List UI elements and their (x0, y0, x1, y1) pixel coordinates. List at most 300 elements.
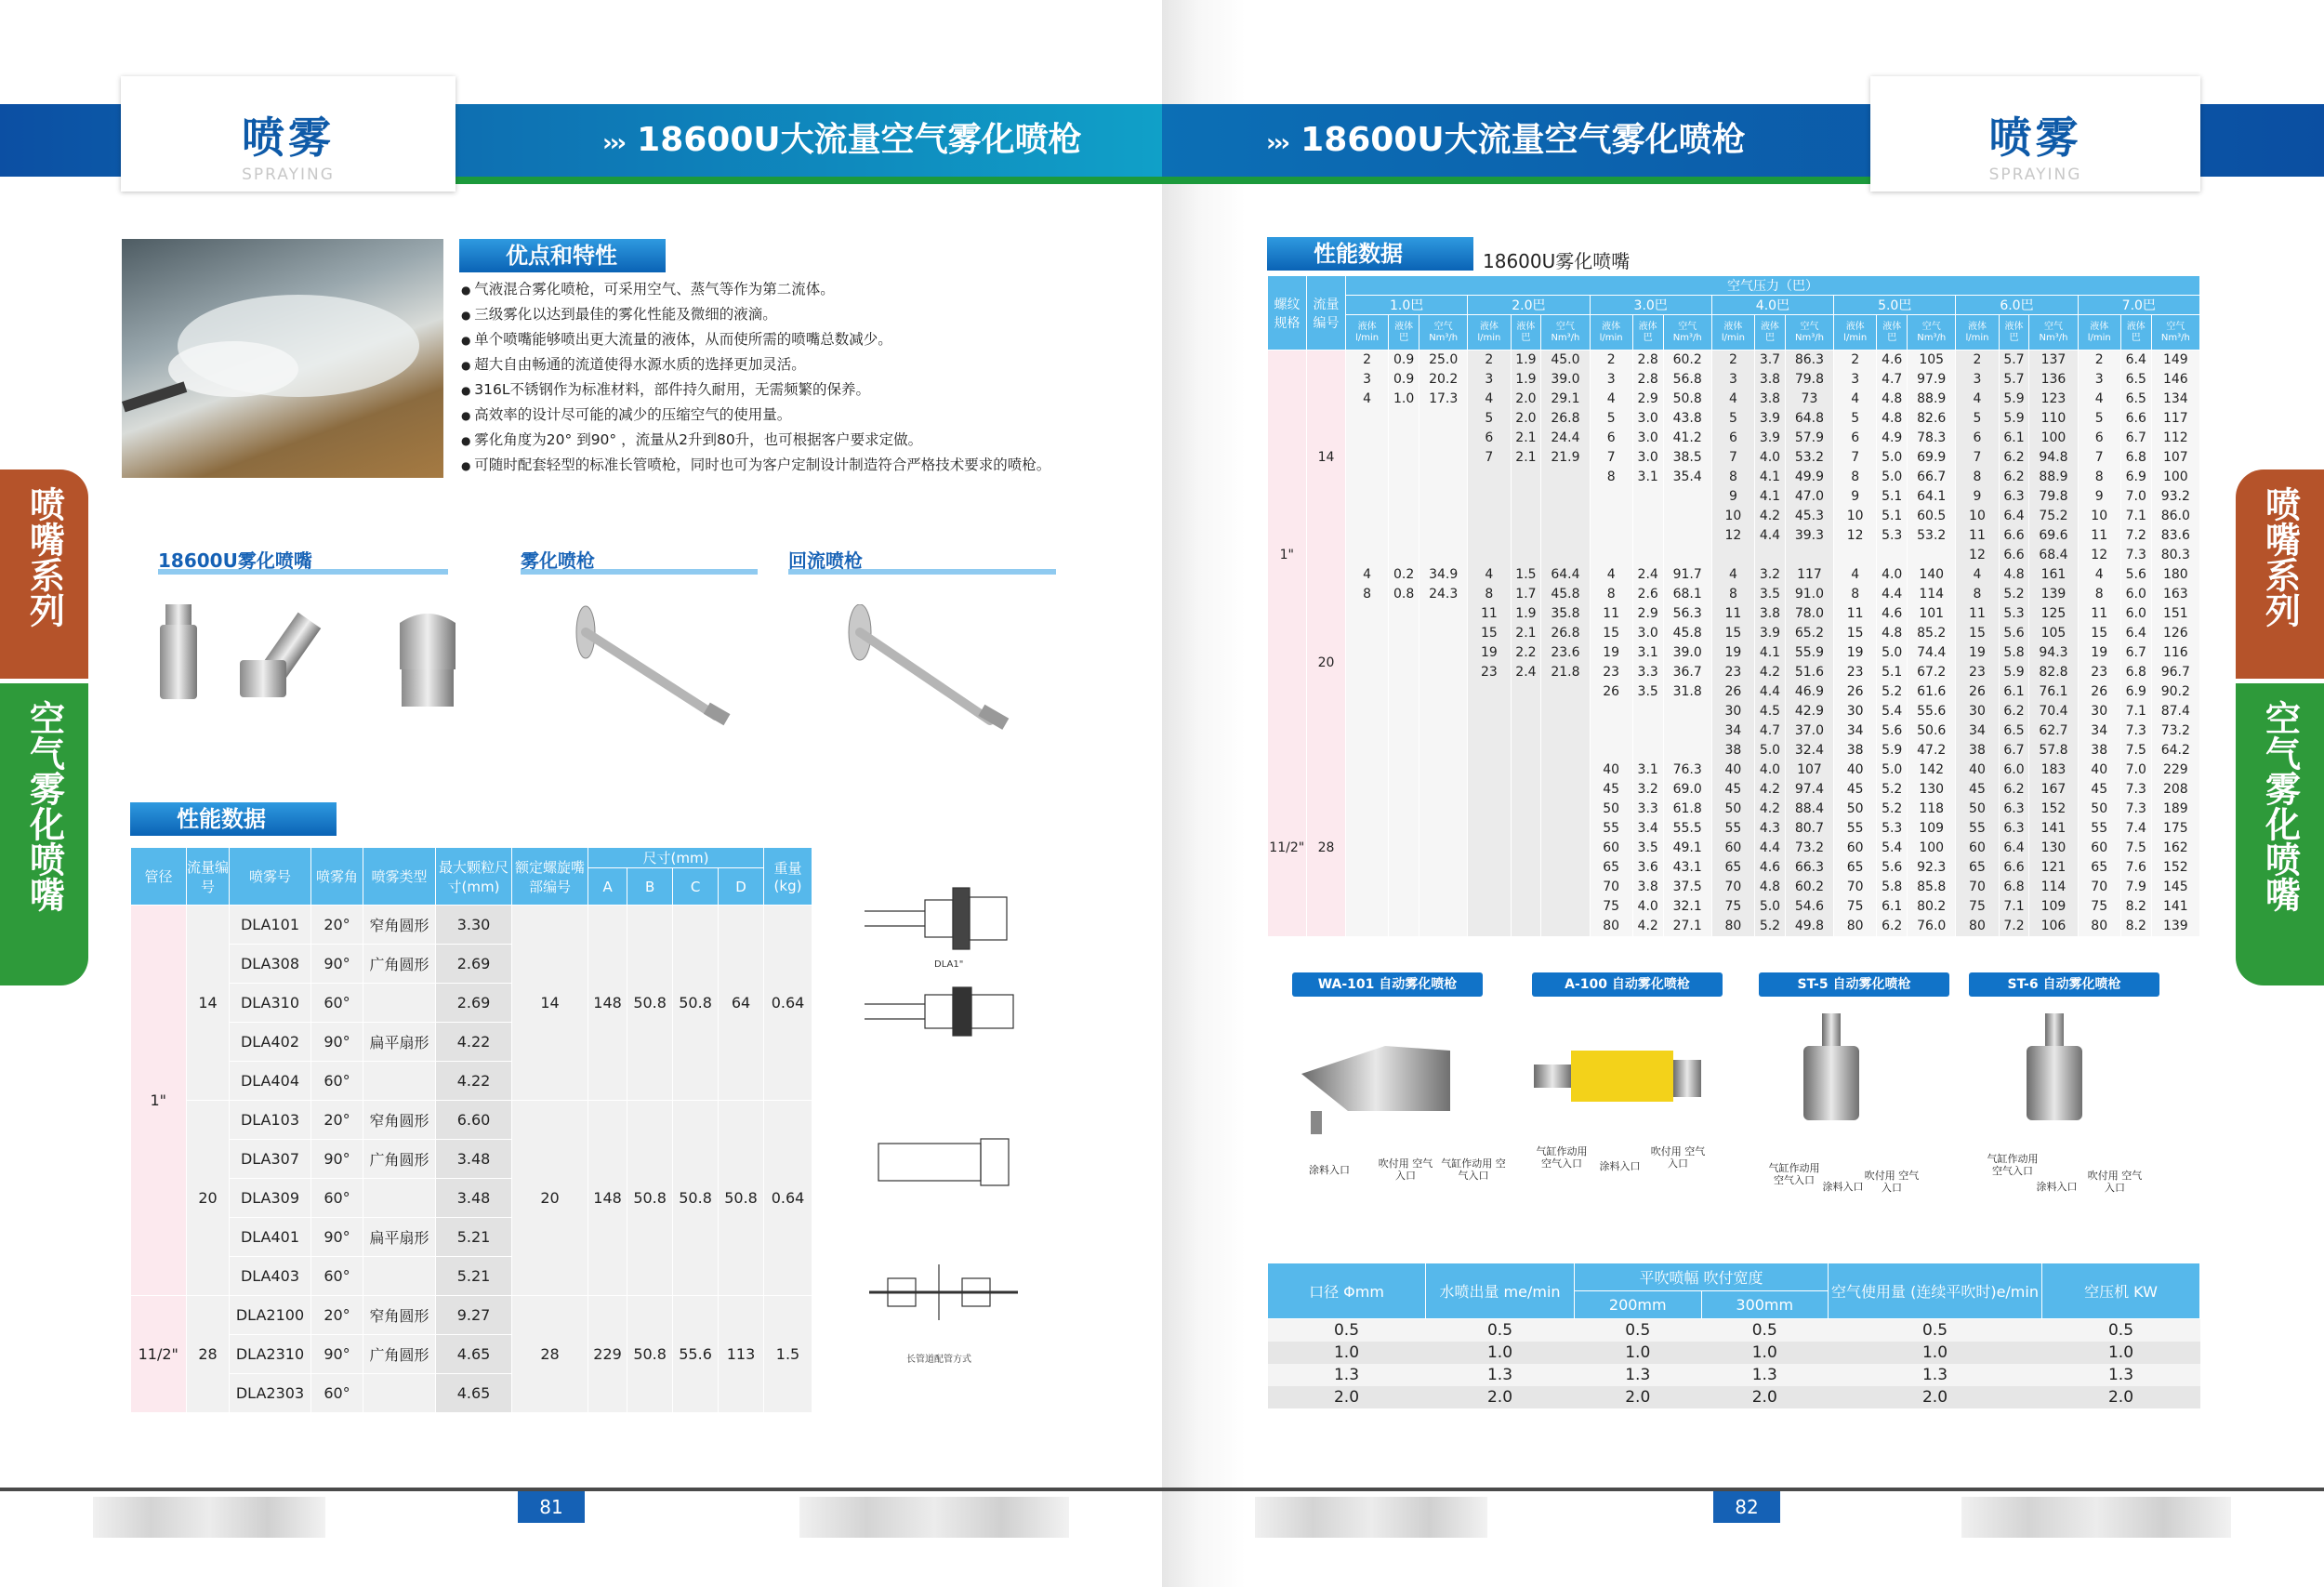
table-cell: 1.3 (1268, 1364, 1426, 1386)
table-cell: 6.2 (1999, 780, 2029, 800)
table-cell: 15 (1590, 624, 1632, 643)
table-cell: 123 (2029, 390, 2078, 409)
table-row (1268, 702, 2200, 721)
table-cell: 4.8 (1877, 390, 1908, 409)
table-cell (1541, 526, 1590, 546)
table-cell: 38 (1711, 741, 1754, 760)
table-cell: 17.3 (1419, 390, 1468, 409)
table-cell: 97.9 (1908, 370, 1956, 390)
table-cell: DLA404 (230, 1062, 311, 1101)
table-cell: 60.2 (1785, 878, 1833, 897)
table-cell: 56.3 (1663, 604, 1711, 624)
table-cell: 4.6 (1877, 604, 1908, 624)
table-cell: 0.5 (2042, 1319, 2200, 1342)
table-cell: 75 (1956, 897, 1999, 917)
table-cell: 4.2 (1755, 780, 1786, 800)
table-cell: 4 (1346, 565, 1389, 585)
logo-cn-right: 喷雾 (1988, 112, 2082, 163)
table-cell: 7.6 (2120, 858, 2151, 878)
table-cell (1908, 546, 1956, 565)
header-accent-line (456, 177, 1162, 184)
table-cell: 30 (1956, 702, 1999, 721)
table-cell: 4 (1956, 390, 1999, 409)
arrow-icon: ››› (602, 129, 625, 157)
table-cell: 10 (1834, 507, 1877, 526)
table-cell: 4.5 (1755, 702, 1786, 721)
table-cell: 86.3 (1785, 350, 1833, 371)
table-cell: 3.0 (1632, 624, 1663, 643)
table-cell: 4 (2078, 565, 2120, 585)
table-cell: 49.8 (1785, 917, 1833, 936)
table-cell (1389, 643, 1419, 663)
side-tab-series-text: 喷嘴系列 (23, 486, 65, 628)
table-cell: 50.8 (719, 1101, 764, 1296)
table-cell (1468, 839, 1511, 858)
table-cell (1511, 897, 1541, 917)
table-cell: 26 (1956, 682, 1999, 702)
table-cell (1663, 702, 1711, 721)
table-cell: 70 (1590, 878, 1632, 897)
table-cell: 26 (1834, 682, 1877, 702)
table-cell: 1.0 (1575, 1342, 1702, 1364)
table-cell (1419, 663, 1468, 682)
table-cell: 68.1 (1663, 585, 1711, 604)
table-cell (1590, 721, 1632, 741)
table-cell: 5.6 (1877, 721, 1908, 741)
table-cell: 80 (1834, 917, 1877, 936)
table-cell: 75 (2078, 897, 2120, 917)
table-cell: 0.9 (1389, 370, 1419, 390)
table-cell: 5.9 (1877, 741, 1908, 760)
th-unit: 液体 l/min (1956, 315, 1999, 350)
table-cell: 60.5 (1908, 507, 1956, 526)
table-cell: 11 (2078, 604, 2120, 624)
table-cell: 1.9 (1511, 370, 1541, 390)
table-cell: 40 (1956, 760, 1999, 780)
table-cell: 5.3 (1877, 526, 1908, 546)
table-cell: 6.2 (1877, 917, 1908, 936)
gun-note: 吹付用 空气入口 (2087, 1170, 2143, 1194)
table-cell: 4.0 (1632, 897, 1663, 917)
th-b: B (627, 868, 673, 906)
table-cell: 7 (1956, 448, 1999, 468)
table-cell: 5.9 (1999, 663, 2029, 682)
table-cell: 2.6 (1632, 585, 1663, 604)
th-flow-no: 流量编号 (187, 848, 230, 906)
right-page (1162, 0, 2324, 1587)
th-pressure: 3.0巴 (1590, 296, 1711, 315)
table-cell: 5.1 (1877, 663, 1908, 682)
table-cell: 3.5 (1632, 839, 1663, 858)
table-cell: 4.65 (436, 1335, 512, 1374)
table-cell: 26 (1590, 682, 1632, 702)
table-cell: 55.9 (1785, 643, 1833, 663)
table-cell (1346, 702, 1389, 721)
table-cell: 65 (1956, 858, 1999, 878)
table-cell: 24.3 (1419, 585, 1468, 604)
table-cell: 2.1 (1511, 448, 1541, 468)
table-cell: 5.3 (1877, 819, 1908, 839)
table-cell: 19 (2078, 643, 2120, 663)
table-cell: 40 (1590, 760, 1632, 780)
table-cell: 47.2 (1908, 741, 1956, 760)
table-cell: 7.5 (2120, 741, 2151, 760)
spray-photo (122, 239, 443, 478)
table-cell (1590, 741, 1632, 760)
table-cell (1389, 507, 1419, 526)
table-cell: 134 (2151, 390, 2199, 409)
th-unit: 液体 巴 (1389, 315, 1419, 350)
table-cell: 6.7 (2120, 643, 2151, 663)
table-cell (1419, 448, 1468, 468)
table-cell: 88.9 (1908, 390, 1956, 409)
table-cell: 5.4 (1877, 839, 1908, 858)
table-cell: 139 (2029, 585, 2078, 604)
table-cell: 4.1 (1755, 643, 1786, 663)
page-number-left: 81 (518, 1491, 585, 1523)
table-cell (1468, 526, 1511, 546)
table-row (1268, 604, 2200, 624)
table-cell (1541, 721, 1590, 741)
th-thread: 螺纹规格 (1268, 276, 1307, 350)
table-cell: 6.5 (2120, 370, 2151, 390)
table-cell: 23 (1956, 663, 1999, 682)
table-cell: 2 (1590, 350, 1632, 371)
table-cell: 0.8 (1389, 585, 1419, 604)
table-cell: 180 (2151, 565, 2199, 585)
th-unit: 空气 Nm³/h (1785, 315, 1833, 350)
table-cell: 12 (1711, 526, 1754, 546)
th-pressure: 7.0巴 (2078, 296, 2199, 315)
gun-label-st6: ST-6 自动雾化喷枪 (1969, 972, 2159, 997)
table-cell (1541, 819, 1590, 839)
table-cell (1346, 507, 1389, 526)
table-cell (1468, 858, 1511, 878)
drawing-caption-1: DLA1" (934, 959, 964, 970)
table-cell: 3.7 (1755, 350, 1786, 371)
table-cell: 6.7 (1999, 741, 2029, 760)
table-cell: 79.8 (1785, 370, 1833, 390)
table-cell: 4 (1468, 565, 1511, 585)
table-cell: 82.8 (2029, 663, 2078, 682)
table-cell: 96.7 (2151, 663, 2199, 682)
table-cell (1541, 800, 1590, 819)
table-cell: 6 (1956, 429, 1999, 448)
table-row (1268, 800, 2200, 819)
table-cell: 8 (1590, 468, 1632, 487)
table-cell: 3.8 (1632, 878, 1663, 897)
gun-note: 涂料入口 (1309, 1164, 1350, 1176)
table-cell: 20° (311, 1101, 363, 1140)
table-cell: 8 (1834, 468, 1877, 487)
table-cell: DLA403 (230, 1257, 311, 1296)
table-cell (1419, 624, 1468, 643)
table-cell: 6.1 (1999, 682, 2029, 702)
table-cell (1389, 682, 1419, 702)
table-cell: 70 (1834, 878, 1877, 897)
side-tab-series-text-right: 喷嘴系列 (2259, 486, 2301, 628)
table-cell: 66.7 (1908, 468, 1956, 487)
table-cell: 2.9 (1632, 604, 1663, 624)
gun-note: 气缸作动用 空气入口 (1441, 1157, 1506, 1182)
th-unit: 液体 巴 (1877, 315, 1908, 350)
table-cell: 43.1 (1663, 858, 1711, 878)
table-cell: 32.4 (1785, 741, 1833, 760)
table-cell: 6.3 (1999, 800, 2029, 819)
right-performance-table (1267, 275, 2200, 936)
table-cell (1346, 546, 1389, 565)
table-cell: 4 (2078, 390, 2120, 409)
table-row (131, 906, 812, 945)
right-table-body (1268, 350, 2200, 937)
table-row (1268, 507, 2200, 526)
table-cell: 5.6 (1877, 858, 1908, 878)
drawing-caption-2: 长管道配管方式 (906, 1355, 971, 1365)
table-cell (1389, 429, 1419, 448)
table-cell: 85.8 (1908, 878, 1956, 897)
table-cell: 121 (2029, 858, 2078, 878)
table-cell: 3.8 (1755, 390, 1786, 409)
table-cell: 139 (2151, 917, 2199, 936)
table-cell: 36.7 (1663, 663, 1711, 682)
table-cell: 6.9 (2120, 682, 2151, 702)
table-cell: 23.6 (1541, 643, 1590, 663)
table-cell (1389, 546, 1419, 565)
table-cell: 4.7 (1877, 370, 1908, 390)
sub-head-lance: 雾化喷枪 (521, 549, 758, 575)
perf-subtitle-right: 18600U雾化喷嘴 (1483, 250, 1631, 272)
th-pressure: 6.0巴 (1956, 296, 2078, 315)
table-cell: 118 (1908, 800, 1956, 819)
th-angle: 喷雾角 (311, 848, 363, 906)
table-cell: 5.0 (1755, 897, 1786, 917)
table-cell: 126 (2151, 624, 2199, 643)
table-cell (1511, 702, 1541, 721)
table-cell: DLA402 (230, 1023, 311, 1062)
table-cell: 0.5 (1701, 1319, 1829, 1342)
table-cell: 4.2 (1755, 507, 1786, 526)
table-cell: 1" (1268, 350, 1307, 761)
table-cell: 45.0 (1541, 350, 1590, 371)
table-cell: 26 (2078, 682, 2120, 702)
table-cell: 3 (1834, 370, 1877, 390)
table-cell: 7 (2078, 448, 2120, 468)
table-cell: 148 (588, 1101, 627, 1296)
return-lance-image (832, 604, 1018, 744)
table-cell: 3.5 (1632, 682, 1663, 702)
th-comp: 空压机 KW (2042, 1263, 2200, 1319)
table-cell: 3.48 (436, 1179, 512, 1218)
table-cell (1389, 800, 1419, 819)
table-cell: 50.8 (673, 1101, 719, 1296)
table-cell: 8 (2078, 585, 2120, 604)
table-cell: 4.2 (1632, 917, 1663, 936)
table-cell: 2.4 (1511, 663, 1541, 682)
feature-item: ● 单个喷嘴能够喷出更大流量的液体，从而使所需的喷嘴总数减少。 (461, 327, 1050, 352)
table-cell: 28 (1307, 760, 1346, 936)
table-cell (1511, 526, 1541, 546)
table-cell: 19 (1468, 643, 1511, 663)
th-unit: 空气 Nm³/h (1419, 315, 1468, 350)
table-cell: 64.1 (1908, 487, 1956, 507)
table-cell: 7 (1590, 448, 1632, 468)
table-cell: 100 (2151, 468, 2199, 487)
table-cell: 113 (719, 1296, 764, 1413)
table-cell (1663, 526, 1711, 546)
table-cell (1511, 487, 1541, 507)
features-list (461, 277, 1050, 478)
th-type: 喷雾类型 (363, 848, 436, 906)
table-cell: 11/2" (131, 1296, 187, 1413)
side-tab-series-right (2236, 469, 2324, 679)
table-cell (1346, 878, 1389, 897)
table-row (1268, 839, 2200, 858)
table-cell: 广角圆形 (363, 1335, 436, 1374)
table-cell: 75.2 (2029, 507, 2078, 526)
table-row (1268, 1319, 2200, 1342)
table-cell (1468, 682, 1511, 702)
table-cell (1511, 858, 1541, 878)
table-cell (1419, 878, 1468, 897)
table-row (131, 1296, 812, 1335)
table-cell: 4.6 (1755, 858, 1786, 878)
dimension-drawings (860, 865, 1027, 1367)
side-tab-air-text: 空气雾化喷嘴 (23, 700, 65, 912)
table-cell (1346, 741, 1389, 760)
th-unit: 液体 巴 (1755, 315, 1786, 350)
table-cell (1389, 878, 1419, 897)
table-cell: 7.5 (2120, 839, 2151, 858)
table-cell: 2.2 (1511, 643, 1541, 663)
gun-label-wa101: WA-101 自动雾化喷枪 (1292, 972, 1483, 997)
table-cell: 7.0 (2120, 487, 2151, 507)
table-cell (1590, 546, 1632, 565)
table-cell: 7.1 (2120, 507, 2151, 526)
table-cell: 60° (311, 984, 363, 1023)
table-cell: 34 (1956, 721, 1999, 741)
table-cell: 60° (311, 1374, 363, 1413)
table-cell: 3 (1956, 370, 1999, 390)
table-cell: 60° (311, 1257, 363, 1296)
table-cell: 4.4 (1755, 682, 1786, 702)
perf-title-left: 性能数据 (130, 802, 337, 836)
table-cell: 4.8 (1877, 409, 1908, 429)
th-width: 平吹喷幅 吹付宽度 (1575, 1263, 1829, 1291)
table-cell: 86.0 (2151, 507, 2199, 526)
table-cell: 3.0 (1632, 448, 1663, 468)
table-cell: DLA101 (230, 906, 311, 945)
table-cell: 62.7 (2029, 721, 2078, 741)
table-cell: 2.1 (1511, 429, 1541, 448)
table-cell (1346, 682, 1389, 702)
table-cell: 130 (1908, 780, 1956, 800)
table-cell: 50 (1956, 800, 1999, 819)
table-cell: 2 (2078, 350, 2120, 371)
table-cell: DLA401 (230, 1218, 311, 1257)
gun-note: 吹付用 空气入口 (1378, 1157, 1433, 1182)
table-cell: 3 (1711, 370, 1754, 390)
th-air-pressure: 空气压力（巴） (1346, 276, 2200, 296)
table-cell: 125 (2029, 604, 2078, 624)
sub-head-return-lance: 回流喷枪 (788, 549, 1056, 575)
table-cell (1419, 546, 1468, 565)
table-cell (1541, 858, 1590, 878)
table-cell: 229 (588, 1296, 627, 1413)
table-cell: 97.4 (1785, 780, 1833, 800)
table-cell (1346, 760, 1389, 780)
table-cell: 94.3 (2029, 643, 2078, 663)
table-cell: 11 (1468, 604, 1511, 624)
table-row (1268, 760, 2200, 780)
table-cell (1590, 507, 1632, 526)
feature-item: ● 316L不锈钢作为标准材料，部件持久耐用，无需频繁的保养。 (461, 377, 1050, 403)
table-row (1268, 897, 2200, 917)
table-cell: 0.5 (1829, 1319, 2042, 1342)
table-cell (1541, 897, 1590, 917)
table-cell (1389, 780, 1419, 800)
table-cell: 90° (311, 1140, 363, 1179)
unit-header-row (1268, 315, 2200, 350)
table-cell (1511, 721, 1541, 741)
table-cell (1419, 917, 1468, 936)
table-cell: 35.4 (1663, 468, 1711, 487)
table-cell: 9 (1711, 487, 1754, 507)
features-title: 优点和特性 (459, 239, 666, 272)
table-cell: 29.1 (1541, 390, 1590, 409)
table-row (1268, 350, 2200, 371)
gun-note: 气缸作动用 空气入口 (1536, 1145, 1588, 1170)
page-title-text-right: 18600U大流量空气雾化喷枪 (1301, 121, 1746, 159)
table-cell: 78.0 (1785, 604, 1833, 624)
table-row (1268, 526, 2200, 546)
table-cell (1511, 839, 1541, 858)
table-cell: 11 (1956, 526, 1999, 546)
table-cell: 8 (1346, 585, 1389, 604)
table-cell: 5.21 (436, 1257, 512, 1296)
side-tab-air (0, 683, 88, 985)
table-cell: 1.5 (764, 1296, 812, 1413)
table-cell: 3.4 (1632, 819, 1663, 839)
table-cell: 106 (2029, 917, 2078, 936)
page-title-text: 18600U大流量空气雾化喷枪 (637, 121, 1082, 159)
table-cell: 7 (1834, 448, 1877, 468)
table-cell: 146 (2151, 370, 2199, 390)
table-cell: 23 (1590, 663, 1632, 682)
table-cell (1541, 702, 1590, 721)
table-cell: 101 (1908, 604, 1956, 624)
table-cell: 61.6 (1908, 682, 1956, 702)
table-cell: 8.2 (2120, 897, 2151, 917)
table-cell (1755, 546, 1786, 565)
table-cell: 34 (1834, 721, 1877, 741)
table-cell: 50 (1711, 800, 1754, 819)
table-cell: 20° (311, 1296, 363, 1335)
table-cell: 9.27 (436, 1296, 512, 1335)
th-max-particle: 最大颗粒尺寸(mm) (436, 848, 512, 906)
table-cell: DLA103 (230, 1101, 311, 1140)
table-cell: 4.4 (1877, 585, 1908, 604)
logo-en: SPRAYING (242, 165, 335, 184)
table-cell: 5.2 (1999, 585, 2029, 604)
table-cell: 6.4 (2120, 350, 2151, 371)
table-cell: 141 (2029, 819, 2078, 839)
table-cell: 5.7 (1999, 370, 2029, 390)
table-cell: 8 (1834, 585, 1877, 604)
table-cell: 57.8 (2029, 741, 2078, 760)
table-cell: 161 (2029, 565, 2078, 585)
table-cell: 8 (2078, 468, 2120, 487)
th-unit: 液体 巴 (2120, 315, 2151, 350)
